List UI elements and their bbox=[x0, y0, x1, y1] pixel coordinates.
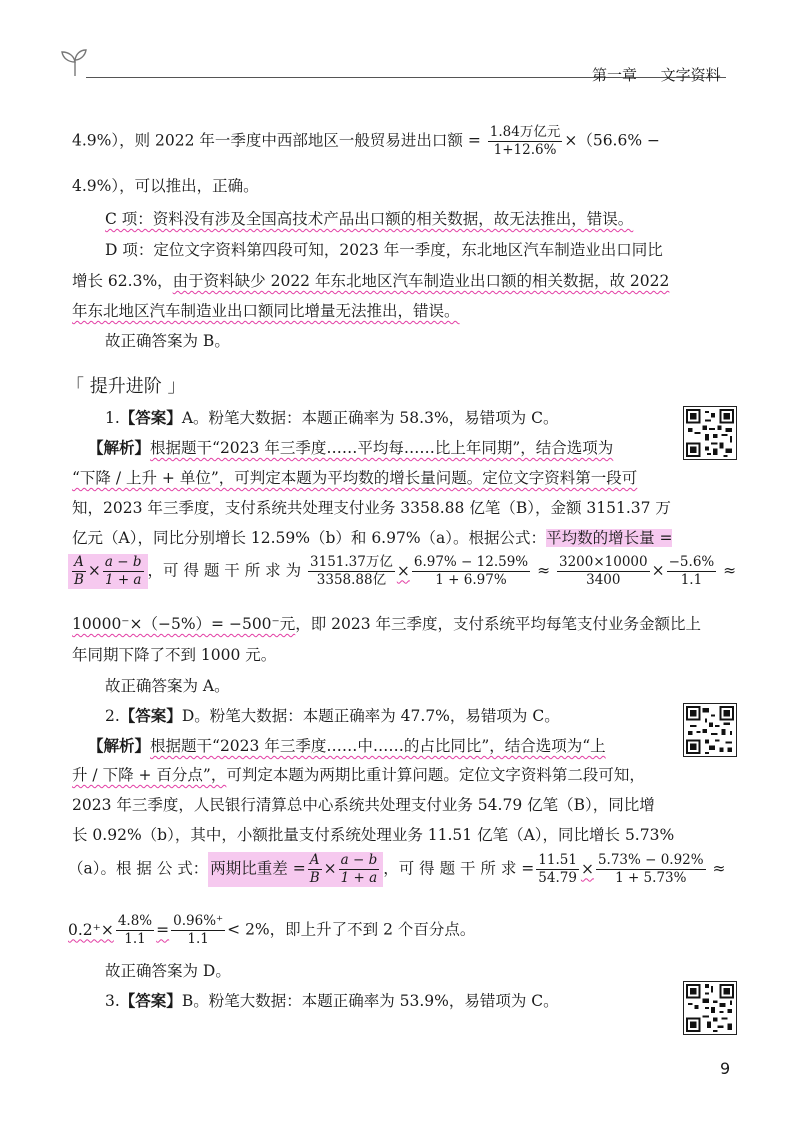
text: C 项：资料没有涉及全国高技术产品出口额的相关数据，故无法推出，错误。 bbox=[105, 210, 634, 228]
question-number: 3. bbox=[105, 992, 120, 1010]
answer-tag: 【答案】 bbox=[119, 707, 182, 725]
analysis-tag: 【解析】 bbox=[88, 439, 151, 457]
formula-label: 两期比重差 = bbox=[210, 859, 306, 878]
numerator: a − b bbox=[340, 852, 378, 868]
q2-formula-line bbox=[68, 852, 726, 887]
denominator: 1 + 6.97% bbox=[435, 572, 507, 588]
q1-analysis-line-6 bbox=[72, 614, 701, 634]
formula-highlight: $\frac{A}{B}$ × $\frac{a - b}{1 + a}$ bbox=[68, 554, 148, 589]
numerator: 5.73% − 0.92% bbox=[597, 852, 704, 868]
q2-analysis-line-3: 2023 年三季度，人民银行清算总中心系统共处理支付业务 54.79 亿笔（B），同比增 bbox=[72, 796, 655, 814]
q2-analysis-line-1 bbox=[88, 736, 606, 756]
text: ，可 得 题 干 所 求 为 bbox=[147, 561, 302, 580]
q2-result-line bbox=[68, 913, 475, 948]
text: B。粉笔大数据：本题正确率为 53.9%，易错项为 C。 bbox=[181, 992, 559, 1010]
q1-analysis-line-4 bbox=[72, 528, 672, 548]
fraction bbox=[536, 852, 579, 887]
formula-highlight: 两期比重差 = $\frac{A}{B}$ × $\frac{a - b}{1 + a}$ bbox=[208, 852, 383, 887]
text: 0.2⁺× bbox=[68, 920, 114, 939]
text: ，可 得 题 干 所 求 = bbox=[383, 859, 535, 878]
q3-answer-line bbox=[105, 991, 559, 1011]
top-line-2: 4.9%），可以推出，正确。 bbox=[72, 177, 259, 195]
numerator: 3200×10000 bbox=[559, 554, 648, 570]
denominator: 1+12.6% bbox=[493, 142, 557, 158]
fraction bbox=[72, 554, 86, 589]
denominator: 3400 bbox=[586, 572, 621, 588]
option-d-line-3 bbox=[72, 301, 460, 321]
q1-analysis-line-7: 年同期下降了不到 1000 元。 bbox=[72, 646, 277, 664]
question-number: 1. bbox=[105, 409, 120, 427]
text: 根据题干“2023 年三季度……平均每……比上年同期”，结合选项为 bbox=[150, 439, 614, 457]
q1-analysis-line-3: 知，2023 年三季度，支付系统共处理支付业务 3358.88 亿笔（B），金额 3151.37 万 bbox=[72, 499, 671, 517]
numerator: A bbox=[72, 554, 86, 572]
section-label: 文字资料 bbox=[660, 66, 721, 84]
text: 增长 62.3%， bbox=[72, 272, 173, 290]
approx-sign: ≈ bbox=[723, 561, 737, 580]
text: 由于资料缺少 2022 年东北地区汽车制造业出口额的相关数据，故 2022 bbox=[172, 272, 670, 290]
text: 可判定本题为两期比重计算问题。定位文字资料第二段可知， bbox=[226, 766, 645, 784]
analysis-tag: 【解析】 bbox=[88, 737, 151, 755]
option-d-line-1: D 项：定位文字资料第四段可知，2023 年一季度，东北地区汽车制造业出口同比 bbox=[105, 241, 663, 259]
fraction bbox=[308, 852, 322, 887]
numerator: A bbox=[308, 852, 322, 870]
denominator: B bbox=[309, 870, 320, 886]
denominator: 3358.88亿 bbox=[316, 572, 387, 588]
q1-answer-line bbox=[105, 408, 558, 428]
numerator: a − b bbox=[104, 554, 142, 570]
section-title: 「 提升进阶 」 bbox=[66, 376, 186, 397]
qr-code-icon[interactable] bbox=[683, 406, 737, 460]
text: ×（56.6% − bbox=[564, 131, 660, 150]
text: 4.9%），则 2022 年一季度中西部地区一般贸易进出口额 = bbox=[72, 131, 486, 150]
denominator: 54.79 bbox=[538, 870, 577, 886]
q2-analysis-line-2 bbox=[72, 765, 645, 785]
calculation-underlined bbox=[68, 913, 227, 947]
text: D。粉笔大数据：本题正确率为 47.7%，易错项为 C。 bbox=[181, 707, 560, 725]
numerator: 1.84万亿元 bbox=[489, 124, 561, 140]
numerator: 3151.37万亿 bbox=[310, 554, 393, 570]
approx-sign: ≈ bbox=[537, 561, 551, 580]
q2-analysis-line-4: 长 0.92%（b），其中，小额批量支付系统处理业务 11.51 亿笔（A），同比增长 5.73% bbox=[72, 826, 675, 844]
denominator: 1.1 bbox=[680, 572, 703, 588]
numerator: 0.96%⁺ bbox=[173, 913, 224, 929]
numerator: 6.97% − 12.59% bbox=[413, 554, 529, 570]
question-number: 2. bbox=[105, 707, 120, 725]
numerator: −5.6% bbox=[668, 554, 715, 570]
denominator: 1 + a bbox=[340, 870, 378, 886]
q1-analysis-line-2 bbox=[72, 468, 637, 488]
fraction bbox=[557, 554, 650, 589]
approx-sign: ≈ bbox=[712, 859, 726, 878]
top-line-1 bbox=[72, 124, 660, 159]
fraction bbox=[488, 124, 563, 159]
text: 10000⁻×（−5%）= −500⁻元 bbox=[72, 615, 296, 633]
denominator: 1 + a bbox=[104, 572, 142, 588]
denominator: 1.1 bbox=[124, 931, 146, 947]
page-number: 9 bbox=[720, 1059, 731, 1078]
q2-answer-line bbox=[105, 706, 560, 726]
text: 年东北地区汽车制造业出口额同比增量无法推出，错误。 bbox=[72, 302, 460, 320]
chapter-label: 第一章 bbox=[592, 66, 638, 84]
fraction bbox=[308, 554, 395, 589]
option-d-line-2 bbox=[72, 271, 669, 291]
sprout-icon bbox=[58, 48, 92, 78]
denominator: B bbox=[74, 572, 84, 588]
denominator: 1.1 bbox=[187, 931, 209, 947]
formula-highlight: 平均数的增长量 = bbox=[546, 529, 673, 547]
q1-analysis-line-1 bbox=[88, 438, 613, 458]
equals-sign: = bbox=[156, 920, 170, 939]
text: （a）。根 据 公 式： bbox=[68, 859, 209, 878]
answer-tag: 【答案】 bbox=[119, 409, 182, 427]
denominator: 1 + 5.73% bbox=[615, 870, 687, 886]
qr-code-icon[interactable] bbox=[683, 703, 737, 757]
text: A。粉笔大数据：本题正确率为 58.3%，易错项为 C。 bbox=[181, 409, 559, 427]
fraction bbox=[339, 852, 380, 887]
q1-final-answer: 故正确答案为 A。 bbox=[105, 677, 230, 695]
text: ，即 2023 年三季度，支付系统平均每笔支付业务金额比上 bbox=[295, 615, 702, 633]
option-c-line bbox=[105, 209, 633, 229]
fraction bbox=[596, 852, 706, 887]
fraction bbox=[116, 913, 154, 948]
text: 升 / 下降 + 百分点”， bbox=[72, 766, 227, 784]
answer-tag: 【答案】 bbox=[119, 992, 182, 1010]
text: “下降 / 上升 + 单位”，可判定本题为平均数的增长量问题。定位文字资料第一段可 bbox=[72, 469, 638, 487]
q2-final-answer: 故正确答案为 D。 bbox=[105, 962, 231, 980]
fraction bbox=[667, 554, 717, 589]
fraction bbox=[171, 913, 225, 948]
calculation-underlined: $\frac{11.51}{54.79}$ × $\frac{5.73\% - 0.92\%}{1 + 5.73\%}$ bbox=[538, 852, 704, 886]
text: 根据题干“2023 年三季度……中……的占比同比”，结合选项为“上 bbox=[150, 737, 606, 755]
text: < 2%，即上升了不到 2 个百分点。 bbox=[227, 920, 476, 939]
answer-line: 故正确答案为 B。 bbox=[105, 332, 230, 350]
qr-code-icon[interactable] bbox=[683, 981, 737, 1035]
fraction bbox=[103, 554, 144, 589]
numerator: 4.8% bbox=[117, 913, 153, 929]
fraction bbox=[412, 554, 530, 589]
text: 亿元（A），同比分别增长 12.59%（b）和 6.97%（a）。根据公式： bbox=[72, 529, 547, 547]
numerator: 11.51 bbox=[538, 852, 577, 868]
running-header bbox=[592, 64, 721, 85]
q1-formula-line: $\frac{A}{B}$ × $\frac{a - b}{1 + a}$ ，可 得 题 干 所 求 为 $\frac{\text{3151.37万亿}}{\text{3358.88亿}}$ × $\frac{6.97\% - 12.59\%}{1 + 6.97\%}$ ≈ $\frac{3200\times 10000}{3400}$ × $\frac{-5.6\%}{1.1}$ ≈ bbox=[68, 554, 736, 589]
calculation-underlined: $\frac{\text{3151.37万亿}}{\text{3358.88亿}}$ × $\frac{6.97\% - 12.59\%}{1 + 6.97\%}$ bbox=[310, 554, 529, 588]
